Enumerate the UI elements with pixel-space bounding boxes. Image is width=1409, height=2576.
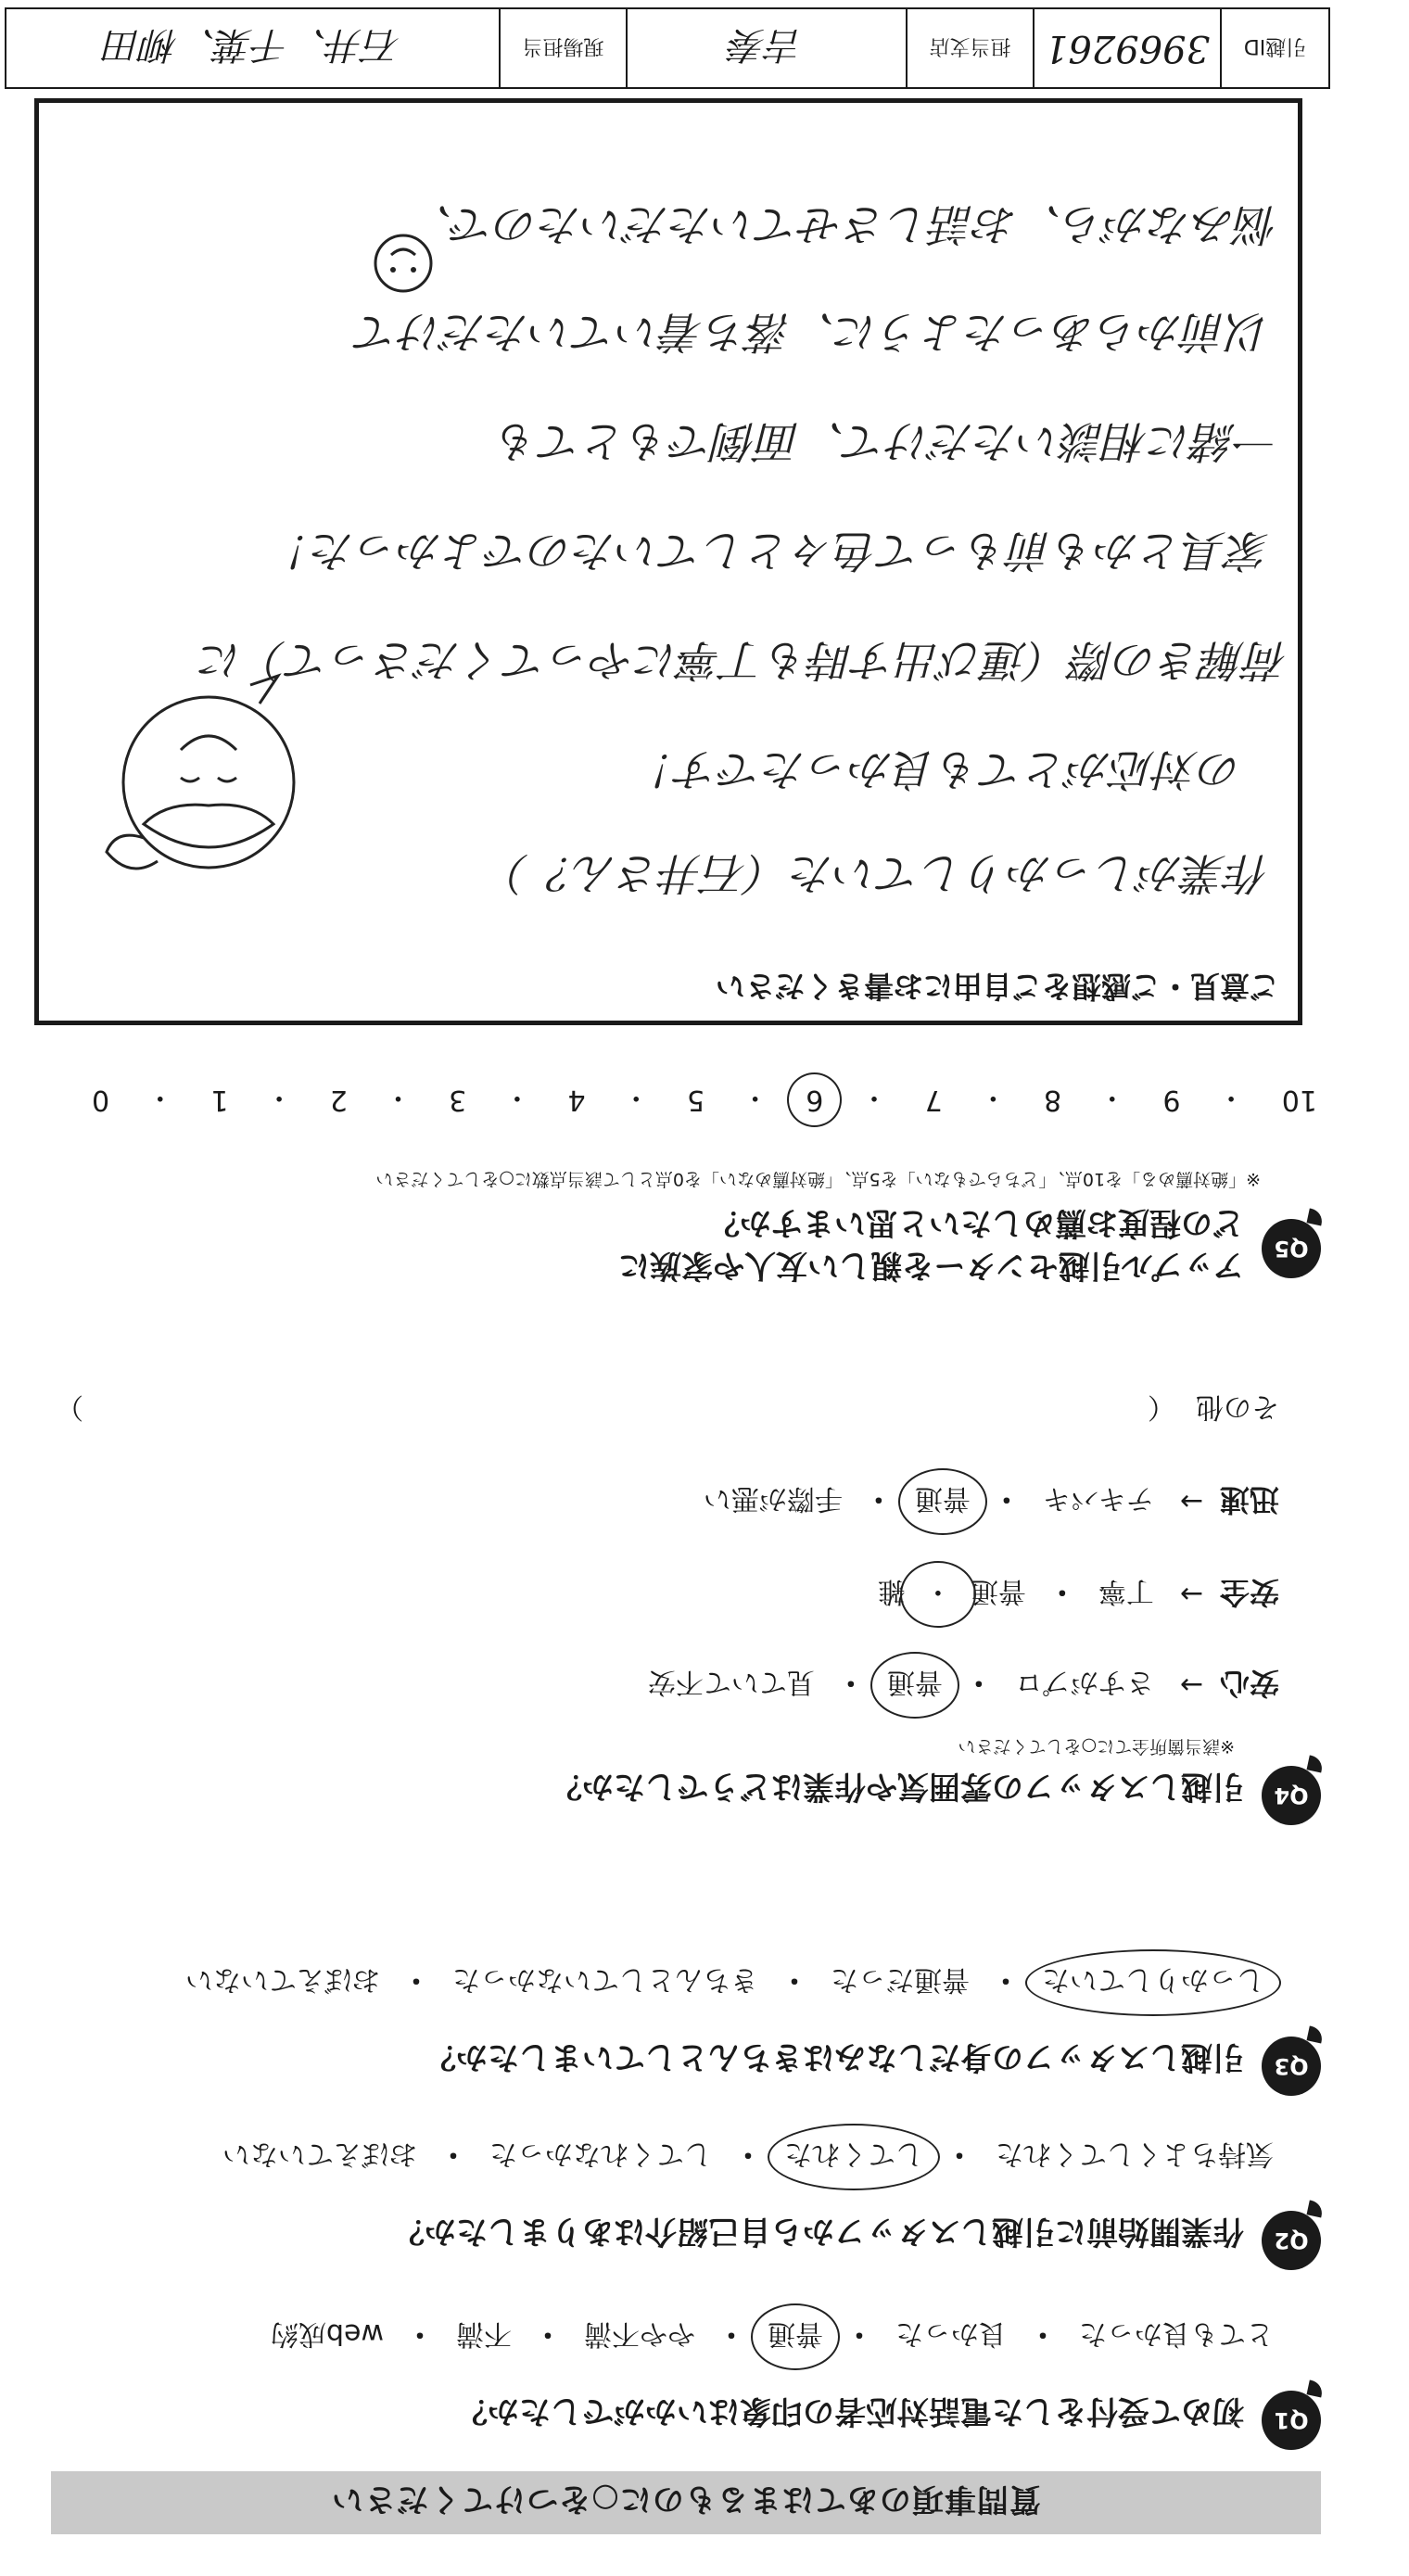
smiling-face-doodle-icon — [93, 666, 324, 889]
q5-badge — [1262, 1219, 1321, 1278]
q1-question: 初めて受付をした電話対応者の印象はいかがでしたか？ — [456, 2392, 1244, 2430]
q1-option[interactable]: 不満 — [456, 2317, 512, 2350]
comment-title: ご意見・ご感想をご自由にお書きください — [715, 969, 1279, 1004]
q3-question: 引越しスタッフの身だしなみはきちんとしていましたか？ — [425, 2038, 1244, 2075]
q1-options: とても良かった ・ 良かった ・ 普通 ・ やや不満 ・ 不満 ・ web成約 — [265, 2316, 1279, 2357]
value-branch[interactable]: 吉奏 — [626, 9, 906, 87]
q1-option-selected[interactable]: 普通 — [762, 2316, 829, 2357]
q4-other-open: （ — [1148, 1390, 1175, 1423]
scale-number[interactable]: 9 — [1162, 1084, 1181, 1117]
q4-other — [1148, 1390, 1279, 1430]
q1-option[interactable]: とても良かった — [1079, 2317, 1274, 2350]
scale-number[interactable]: 3 — [449, 1084, 467, 1117]
scale-number[interactable]: 0 — [92, 1084, 110, 1117]
q5-question-line1: アップル引越センターを親しい友人や家族に — [618, 1247, 1244, 1284]
scale-number[interactable]: 1 — [210, 1084, 229, 1117]
comment-line: 家具とかも前もって色々としていたのでよかった！ — [268, 525, 1270, 576]
q3-badge — [1262, 2037, 1321, 2096]
q3-option[interactable]: きちんとしていなかった — [452, 1963, 758, 1996]
office-info-table — [5, 7, 1330, 89]
q2-option[interactable]: してくれなかった — [489, 2138, 712, 2170]
scale-number[interactable]: 2 — [329, 1084, 348, 1117]
arrow-right-icon: → — [1179, 1578, 1203, 1611]
scale-number[interactable]: 8 — [1044, 1084, 1062, 1117]
q4-other-close — [56, 1390, 83, 1430]
q4-badge — [1262, 1766, 1321, 1825]
comment-line: 悩みながら、お話しさせていただいたので、 — [408, 198, 1279, 249]
scale-number-selected[interactable]: 6 — [802, 1085, 827, 1117]
scale-number[interactable]: 7 — [924, 1084, 943, 1117]
q5-note: ※「絶対薦める」を10点、「どちらでもない」を5点、「絶対薦めない」を0点として該当点数に○をしてください — [375, 1169, 1261, 1189]
q4-option[interactable]: 普通 — [970, 1575, 1026, 1607]
q4-option[interactable]: 見ていて不安 — [647, 1666, 815, 1698]
q4-option[interactable]: 雑 — [877, 1575, 906, 1607]
q4-row-label: 安心 — [1219, 1666, 1279, 1701]
label-moving-id: 引越ID — [1220, 9, 1328, 87]
q4-other-close-paren: ） — [56, 1390, 83, 1423]
q5-badge-label: Q5 — [1274, 1236, 1309, 1262]
q1-badge — [1262, 2391, 1321, 2450]
q4-row-anzen: 安全 → 丁寧 ・ 普通 ・ 雑 — [872, 1573, 1279, 1616]
instruction-banner — [51, 2471, 1321, 2534]
q3-option-selected[interactable]: しっかりしていた — [1036, 1962, 1270, 2003]
comment-line: の対応がとても良かったです！ — [632, 743, 1242, 794]
arrow-right-icon: → — [1179, 1669, 1203, 1702]
q3-badge-label: Q3 — [1274, 2053, 1309, 2079]
instruction-text: 質問事項のあてはまるものに○をつけてください — [331, 2481, 1041, 2519]
q4-row-jinsoku: 迅速 → テキパキ ・ 普通 ・ 手際が悪い — [698, 1480, 1279, 1523]
q1-option[interactable]: 良かった — [895, 2317, 1007, 2350]
q5-scale: 10 ・ 9 ・ 8 ・ 7 ・ 6 ・ 5 ・ 4 ・ 3 ・ 2 ・ 1 ・ 0 — [88, 1072, 1321, 1128]
scale-number[interactable]: 4 — [567, 1084, 586, 1117]
q4-other-label: その他 — [1196, 1390, 1279, 1423]
q1-option[interactable]: やや不満 — [584, 2317, 695, 2350]
value-staff[interactable]: 石井、千葉、柳田 — [104, 23, 401, 67]
q4-option-selected[interactable]: 普通 — [882, 1665, 948, 1706]
q4-option[interactable]: 丁寧 — [1098, 1575, 1154, 1607]
q5-question-line2: どの程度お薦めしたいと思いますか？ — [708, 1204, 1244, 1241]
q2-option[interactable]: 気持ちよくしてくれた — [996, 2138, 1274, 2170]
q2-question: 作業開始前に引越しスタッフから自己紹介はありましたか？ — [393, 2213, 1244, 2250]
q4-row-label: 迅速 — [1219, 1482, 1279, 1517]
q4-row-label: 安全 — [1219, 1575, 1279, 1610]
label-staff: 現場担当 — [499, 9, 626, 87]
q4-badge-label: Q4 — [1274, 1783, 1309, 1808]
q1-badge-label: Q1 — [1274, 2407, 1309, 2433]
q3-options: しっかりしていた ・ 普通だった ・ きちんとしていなかった ・ おぼえていない — [180, 1962, 1270, 2003]
q4-question: 引越しスタッフの雰囲気や作業はどうでしたか？ — [551, 1768, 1244, 1805]
value-moving-id[interactable]: 3969261 — [1033, 9, 1220, 87]
q1-option[interactable]: web成約 — [270, 2317, 384, 2350]
scale-number[interactable]: 5 — [686, 1084, 705, 1117]
q4-option[interactable]: 手際が悪い — [703, 1482, 843, 1515]
q2-option[interactable]: おぼえていない — [222, 2138, 417, 2170]
q4-option-selected[interactable]: 普通 — [909, 1481, 976, 1522]
q2-options: 気持ちよくしてくれた ・ してくれた ・ してくれなかった ・ おぼえていない — [217, 2137, 1279, 2177]
q2-badge — [1262, 2211, 1321, 2270]
q2-option-selected[interactable]: してくれた — [779, 2137, 929, 2177]
scale-number[interactable]: 10 — [1281, 1084, 1317, 1117]
q2-badge-label: Q2 — [1274, 2227, 1309, 2253]
q4-note: ※該当箇所全てに○をしてください — [958, 1736, 1235, 1757]
q3-option[interactable]: 普通だった — [831, 1963, 970, 1996]
comment-line: 以前からあったように、落ち着いていただけて — [355, 306, 1270, 357]
comment-line: 荷解きの際（運び出す時も丁寧にやってくださって）に — [199, 634, 1288, 685]
q3-option[interactable]: おぼえていない — [185, 1963, 380, 1996]
comment-line: 作業がしっかりしていた（石井さん？） — [486, 847, 1270, 898]
q4-option[interactable]: テキパキ — [1042, 1482, 1154, 1515]
q4-row-anshin: 安心 → さすがプロ ・ 普通 ・ 見ていて不安 — [642, 1664, 1279, 1707]
arrow-right-icon: → — [1179, 1485, 1203, 1518]
comment-line: 一緒に相談いただけて、面倒でもとても — [495, 415, 1279, 466]
q4-circled-mark: ・ — [911, 1574, 965, 1615]
label-branch: 担当支店 — [906, 9, 1033, 87]
small-smiley-doodle-icon — [371, 231, 436, 296]
q4-option[interactable]: さすがプロ — [1014, 1666, 1154, 1698]
